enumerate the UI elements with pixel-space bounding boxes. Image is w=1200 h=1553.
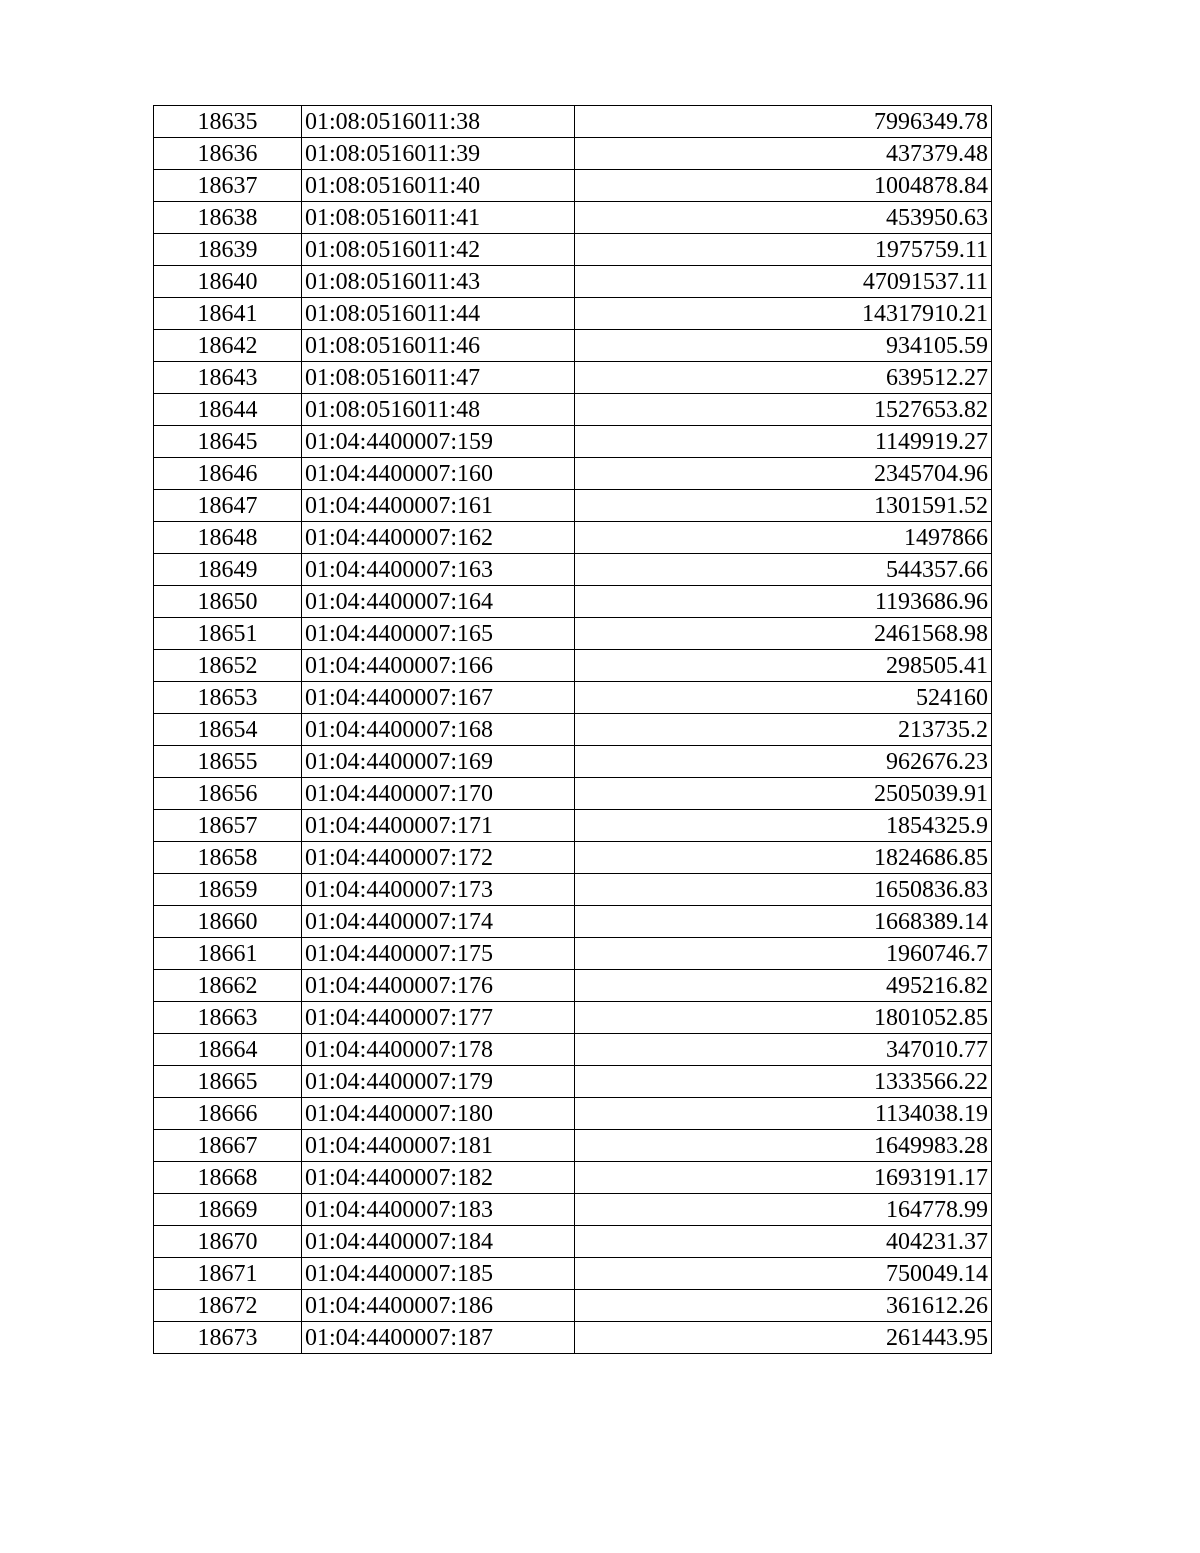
value-cell: 1497866 xyxy=(575,522,992,554)
table-row xyxy=(154,1162,992,1194)
cadastral-code-cell: 01:04:4400007:178 xyxy=(302,1034,575,1066)
value-cell: 2345704.96 xyxy=(575,458,992,490)
cadastral-code-cell: 01:04:4400007:179 xyxy=(302,1066,575,1098)
table-row xyxy=(154,1002,992,1034)
value-cell: 1149919.27 xyxy=(575,426,992,458)
row-number-cell: 18660 xyxy=(154,906,302,938)
cadastral-code-cell: 01:04:4400007:168 xyxy=(302,714,575,746)
value-cell: 544357.66 xyxy=(575,554,992,586)
cadastral-code-cell: 01:04:4400007:170 xyxy=(302,778,575,810)
table-row xyxy=(154,330,992,362)
row-number-cell: 18644 xyxy=(154,394,302,426)
value-cell: 934105.59 xyxy=(575,330,992,362)
row-number-cell: 18648 xyxy=(154,522,302,554)
row-number-cell: 18670 xyxy=(154,1226,302,1258)
cadastral-code-cell: 01:08:0516011:48 xyxy=(302,394,575,426)
table-row xyxy=(154,938,992,970)
cadastral-code-cell: 01:04:4400007:180 xyxy=(302,1098,575,1130)
value-cell: 962676.23 xyxy=(575,746,992,778)
row-number-cell: 18672 xyxy=(154,1290,302,1322)
value-cell: 750049.14 xyxy=(575,1258,992,1290)
table-row xyxy=(154,490,992,522)
cadastral-code-cell: 01:04:4400007:164 xyxy=(302,586,575,618)
table-row xyxy=(154,298,992,330)
table-row xyxy=(154,1066,992,1098)
value-cell: 1333566.22 xyxy=(575,1066,992,1098)
cadastral-code-cell: 01:04:4400007:169 xyxy=(302,746,575,778)
row-number-cell: 18641 xyxy=(154,298,302,330)
table-row xyxy=(154,746,992,778)
row-number-cell: 18667 xyxy=(154,1130,302,1162)
cadastral-code-cell: 01:04:4400007:172 xyxy=(302,842,575,874)
table-row xyxy=(154,682,992,714)
table-row xyxy=(154,522,992,554)
table-row xyxy=(154,266,992,298)
value-cell: 1693191.17 xyxy=(575,1162,992,1194)
value-cell: 1004878.84 xyxy=(575,170,992,202)
row-number-cell: 18642 xyxy=(154,330,302,362)
value-cell: 298505.41 xyxy=(575,650,992,682)
table-row xyxy=(154,234,992,266)
data-table xyxy=(153,105,992,1354)
cadastral-code-cell: 01:04:4400007:183 xyxy=(302,1194,575,1226)
cadastral-code-cell: 01:04:4400007:159 xyxy=(302,426,575,458)
value-cell: 1960746.7 xyxy=(575,938,992,970)
row-number-cell: 18657 xyxy=(154,810,302,842)
value-cell: 1854325.9 xyxy=(575,810,992,842)
row-number-cell: 18654 xyxy=(154,714,302,746)
row-number-cell: 18653 xyxy=(154,682,302,714)
row-number-cell: 18661 xyxy=(154,938,302,970)
cadastral-code-cell: 01:08:0516011:44 xyxy=(302,298,575,330)
row-number-cell: 18671 xyxy=(154,1258,302,1290)
row-number-cell: 18662 xyxy=(154,970,302,1002)
cadastral-code-cell: 01:08:0516011:41 xyxy=(302,202,575,234)
row-number-cell: 18652 xyxy=(154,650,302,682)
row-number-cell: 18655 xyxy=(154,746,302,778)
row-number-cell: 18640 xyxy=(154,266,302,298)
value-cell: 453950.63 xyxy=(575,202,992,234)
table-row xyxy=(154,906,992,938)
value-cell: 2461568.98 xyxy=(575,618,992,650)
cadastral-code-cell: 01:04:4400007:186 xyxy=(302,1290,575,1322)
value-cell: 164778.99 xyxy=(575,1194,992,1226)
cadastral-code-cell: 01:08:0516011:38 xyxy=(302,106,575,138)
value-cell: 361612.26 xyxy=(575,1290,992,1322)
value-cell: 1193686.96 xyxy=(575,586,992,618)
table-row xyxy=(154,970,992,1002)
value-cell: 1650836.83 xyxy=(575,874,992,906)
table-body xyxy=(154,106,992,1354)
cadastral-code-cell: 01:04:4400007:182 xyxy=(302,1162,575,1194)
table-row xyxy=(154,1098,992,1130)
value-cell: 437379.48 xyxy=(575,138,992,170)
cadastral-code-cell: 01:04:4400007:160 xyxy=(302,458,575,490)
cadastral-code-cell: 01:04:4400007:163 xyxy=(302,554,575,586)
value-cell: 1668389.14 xyxy=(575,906,992,938)
row-number-cell: 18669 xyxy=(154,1194,302,1226)
cadastral-code-cell: 01:04:4400007:181 xyxy=(302,1130,575,1162)
table-row xyxy=(154,650,992,682)
cadastral-code-cell: 01:08:0516011:40 xyxy=(302,170,575,202)
row-number-cell: 18645 xyxy=(154,426,302,458)
value-cell: 2505039.91 xyxy=(575,778,992,810)
cadastral-code-cell: 01:04:4400007:176 xyxy=(302,970,575,1002)
value-cell: 347010.77 xyxy=(575,1034,992,1066)
row-number-cell: 18649 xyxy=(154,554,302,586)
cadastral-code-cell: 01:04:4400007:177 xyxy=(302,1002,575,1034)
cadastral-code-cell: 01:04:4400007:165 xyxy=(302,618,575,650)
table-row xyxy=(154,426,992,458)
table-row xyxy=(154,138,992,170)
value-cell: 404231.37 xyxy=(575,1226,992,1258)
row-number-cell: 18639 xyxy=(154,234,302,266)
row-number-cell: 18637 xyxy=(154,170,302,202)
row-number-cell: 18668 xyxy=(154,1162,302,1194)
table-row xyxy=(154,170,992,202)
row-number-cell: 18646 xyxy=(154,458,302,490)
cadastral-code-cell: 01:04:4400007:166 xyxy=(302,650,575,682)
cadastral-code-cell: 01:04:4400007:161 xyxy=(302,490,575,522)
value-cell: 14317910.21 xyxy=(575,298,992,330)
cadastral-code-cell: 01:04:4400007:175 xyxy=(302,938,575,970)
table-row xyxy=(154,874,992,906)
cadastral-code-cell: 01:04:4400007:167 xyxy=(302,682,575,714)
row-number-cell: 18664 xyxy=(154,1034,302,1066)
row-number-cell: 18638 xyxy=(154,202,302,234)
table-row xyxy=(154,810,992,842)
table-row xyxy=(154,1290,992,1322)
row-number-cell: 18647 xyxy=(154,490,302,522)
table-row xyxy=(154,202,992,234)
row-number-cell: 18673 xyxy=(154,1322,302,1354)
table-row xyxy=(154,106,992,138)
row-number-cell: 18658 xyxy=(154,842,302,874)
table-row xyxy=(154,1130,992,1162)
cadastral-code-cell: 01:04:4400007:162 xyxy=(302,522,575,554)
row-number-cell: 18643 xyxy=(154,362,302,394)
value-cell: 1527653.82 xyxy=(575,394,992,426)
value-cell: 47091537.11 xyxy=(575,266,992,298)
value-cell: 1649983.28 xyxy=(575,1130,992,1162)
table-row xyxy=(154,458,992,490)
value-cell: 7996349.78 xyxy=(575,106,992,138)
table-row xyxy=(154,394,992,426)
row-number-cell: 18663 xyxy=(154,1002,302,1034)
row-number-cell: 18665 xyxy=(154,1066,302,1098)
value-cell: 213735.2 xyxy=(575,714,992,746)
cadastral-code-cell: 01:04:4400007:173 xyxy=(302,874,575,906)
row-number-cell: 18650 xyxy=(154,586,302,618)
table-row xyxy=(154,618,992,650)
value-cell: 1975759.11 xyxy=(575,234,992,266)
row-number-cell: 18636 xyxy=(154,138,302,170)
value-cell: 1301591.52 xyxy=(575,490,992,522)
cadastral-code-cell: 01:08:0516011:39 xyxy=(302,138,575,170)
table-row xyxy=(154,1258,992,1290)
cadastral-code-cell: 01:08:0516011:43 xyxy=(302,266,575,298)
table-row xyxy=(154,714,992,746)
value-cell: 1824686.85 xyxy=(575,842,992,874)
cadastral-code-cell: 01:08:0516011:47 xyxy=(302,362,575,394)
cadastral-code-cell: 01:08:0516011:46 xyxy=(302,330,575,362)
cadastral-code-cell: 01:04:4400007:187 xyxy=(302,1322,575,1354)
table-row xyxy=(154,1322,992,1354)
cadastral-code-cell: 01:08:0516011:42 xyxy=(302,234,575,266)
table-row xyxy=(154,362,992,394)
row-number-cell: 18635 xyxy=(154,106,302,138)
cadastral-code-cell: 01:04:4400007:174 xyxy=(302,906,575,938)
table-row xyxy=(154,842,992,874)
row-number-cell: 18666 xyxy=(154,1098,302,1130)
value-cell: 495216.82 xyxy=(575,970,992,1002)
row-number-cell: 18659 xyxy=(154,874,302,906)
value-cell: 524160 xyxy=(575,682,992,714)
cadastral-code-cell: 01:04:4400007:171 xyxy=(302,810,575,842)
row-number-cell: 18656 xyxy=(154,778,302,810)
table-row xyxy=(154,586,992,618)
cadastral-code-cell: 01:04:4400007:184 xyxy=(302,1226,575,1258)
value-cell: 1134038.19 xyxy=(575,1098,992,1130)
row-number-cell: 18651 xyxy=(154,618,302,650)
table-row xyxy=(154,554,992,586)
table-row xyxy=(154,1034,992,1066)
table-row xyxy=(154,1194,992,1226)
value-cell: 639512.27 xyxy=(575,362,992,394)
table-row xyxy=(154,778,992,810)
table-row xyxy=(154,1226,992,1258)
value-cell: 261443.95 xyxy=(575,1322,992,1354)
value-cell: 1801052.85 xyxy=(575,1002,992,1034)
cadastral-code-cell: 01:04:4400007:185 xyxy=(302,1258,575,1290)
